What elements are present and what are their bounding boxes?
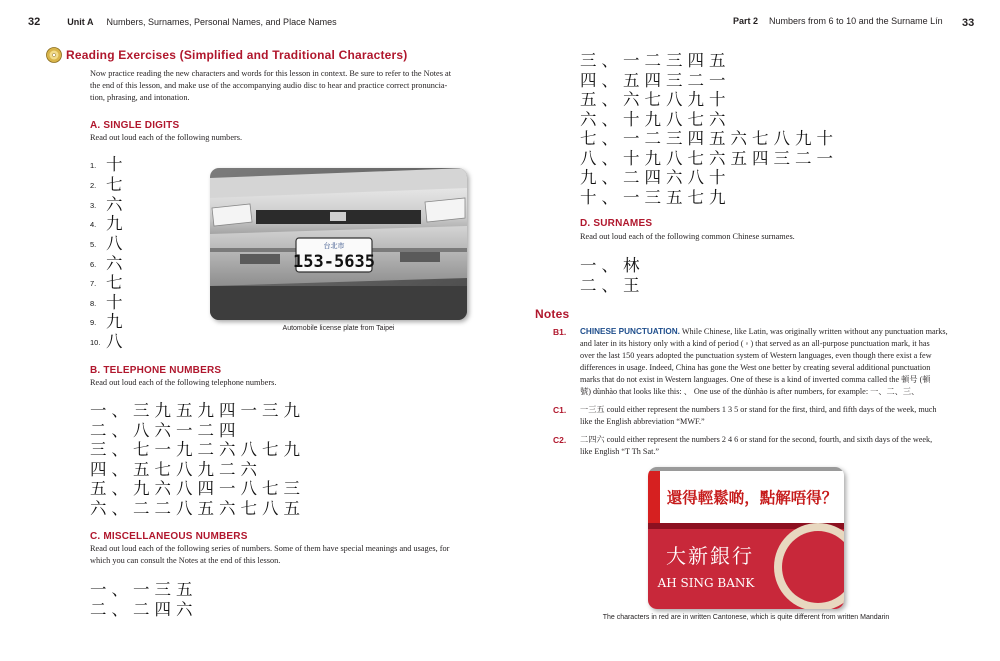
bank-chinese-name: 大新銀行 xyxy=(666,544,754,568)
list-item: 九、二四六八十 xyxy=(580,168,731,187)
surnames-title: D. SURNAMES xyxy=(580,218,653,229)
list-item: 二、八六一二四 xyxy=(90,421,241,440)
list-item: 一、林 xyxy=(580,256,645,275)
note-label-c2: C2. xyxy=(553,435,567,445)
list-item: 五、九六八四一八七三 xyxy=(90,479,305,498)
note-label-b1: B1. xyxy=(553,327,567,337)
cantonese-sign-photo xyxy=(648,467,844,609)
list-item: 7. 七 xyxy=(90,273,128,292)
right-running-header xyxy=(733,16,943,26)
reading-exercises-heading: Reading Exercises (Simplified and Traditional Characters) xyxy=(66,48,408,62)
list-item: 八、十九八七六五四三二一 xyxy=(580,149,838,168)
left-running-header xyxy=(28,16,337,28)
left-page-number: 32 xyxy=(28,16,41,28)
note-label-c1: C1. xyxy=(553,405,567,415)
right-page-number: 33 xyxy=(962,17,975,29)
plate-city: 台北市 xyxy=(323,242,345,250)
list-item: 二、二四六 xyxy=(90,600,198,619)
list-item: 三、一二三四五 xyxy=(580,51,731,70)
list-item: 10. 八 xyxy=(90,332,128,351)
misc-title: C. MISCELLANEOUS NUMBERS xyxy=(90,531,248,542)
list-item: 一、三九五九四一三九 xyxy=(90,401,305,420)
notes-title: Notes xyxy=(535,307,570,321)
note-c1: 一三五 could either represent the numbers 1 3 5 or stand for the first, third, and fifth days of the week, much like the English abbreviation “MWF.” xyxy=(580,405,937,426)
list-item: 5. 八 xyxy=(90,234,128,253)
audio-disc-icon xyxy=(46,47,62,63)
sign-photo-caption: The characters in red are in written Cantonese, which is quite different from written Mandarin xyxy=(602,614,890,621)
intro-line: Now practice reading the new characters and words for this lesson in context. Be sure to refer to the Notes at xyxy=(90,69,452,78)
list-item: 四、五七八九二六 xyxy=(90,460,262,479)
list-item: 二、王 xyxy=(580,276,645,295)
surnames-instruction: Read out loud each of the following common Chinese surnames. xyxy=(580,232,795,241)
list-item: 五、六七八九十 xyxy=(580,90,731,109)
single-digits-title: A. SINGLE DIGITS xyxy=(90,120,180,131)
list-item: 六、二二八五六七八五 xyxy=(90,499,305,518)
list-item: 9. 九 xyxy=(90,312,128,331)
bank-english-name: AH SING BANK xyxy=(657,576,755,590)
right-running-title: Numbers from 6 to 10 and the Surname Lín xyxy=(769,16,943,26)
right-page xyxy=(500,0,1000,661)
cantonese-banner-text: 還得輕鬆啲，點解唔得？ xyxy=(666,489,838,507)
left-running-title: Numbers, Surnames, Personal Names, and Place Names xyxy=(106,17,337,27)
intro-paragraph xyxy=(90,68,451,104)
list-item: 三、七一九二六八七九 xyxy=(90,440,305,459)
misc-instruction: Read out loud each of the following series of numbers. Some of them have special meanings and usages, for which you can consult the Notes at the end of this lesson. xyxy=(90,544,450,565)
list-item: 一、一三五 xyxy=(90,580,198,599)
list-item: 十、一三五七九 xyxy=(580,188,731,207)
list-item: 六、十九八七六 xyxy=(580,110,731,129)
list-item: 七、一二三四五六七八九十 xyxy=(580,129,838,148)
list-item: 3. 六 xyxy=(90,195,128,214)
list-item: 1. 十 xyxy=(90,155,128,174)
part-label: Part 2 xyxy=(733,16,759,26)
single-digits-instruction: Read out loud each of the following numbers. xyxy=(90,133,243,142)
note-b1: CHINESE PUNCTUATION. While Chinese, like Latin, was originally written without any punctuation marks, and later in its history only with a kind of period ( ◦ ) that served as an all-purpose punctuation mark, it has over the last 150 years adopted the punctuation system of Western languages, even though there exist a few differences in usage. Indeed, China has gone the West one better by creating several additional punctuation marks that do not exist in Western languages. One of these is a kind of inverted comma called the 頓号 (頓 號) dùnhào that looks like this: 、 One use of the dùnhào is after numbers, for example: 一、二、三、 xyxy=(580,327,948,396)
license-plate-photo xyxy=(210,168,467,320)
telephone-instruction: Read out loud each of the following telephone numbers. xyxy=(90,378,277,387)
plate-number: 153-5635 xyxy=(293,252,375,272)
plate-photo-caption: Automobile license plate from Taipei xyxy=(282,325,395,332)
list-item: 6. 六 xyxy=(90,254,128,273)
list-item: 8. 十 xyxy=(90,293,128,312)
unit-label: Unit A xyxy=(67,17,94,27)
list-item: 2. 七 xyxy=(90,175,128,194)
sign-illustration xyxy=(648,467,844,609)
list-item: 四、五四三二一 xyxy=(580,71,731,90)
car-illustration xyxy=(210,168,467,320)
list-item: 4. 九 xyxy=(90,214,128,233)
intro-line: the end of this lesson, and make use of the accompanying audio disc to hear and practice correct pronuncia- xyxy=(90,81,448,90)
telephone-title: B. TELEPHONE NUMBERS xyxy=(90,365,222,376)
note-c2: 二四六 could either represent the numbers 2 4 6 or stand for the second, fourth, and sixth days of the week, like English “T Th Sat.” xyxy=(580,435,933,456)
intro-line: tion, phrasing, and intonation. xyxy=(90,93,190,102)
note-b1-head: CHINESE PUNCTUATION. xyxy=(580,327,680,336)
